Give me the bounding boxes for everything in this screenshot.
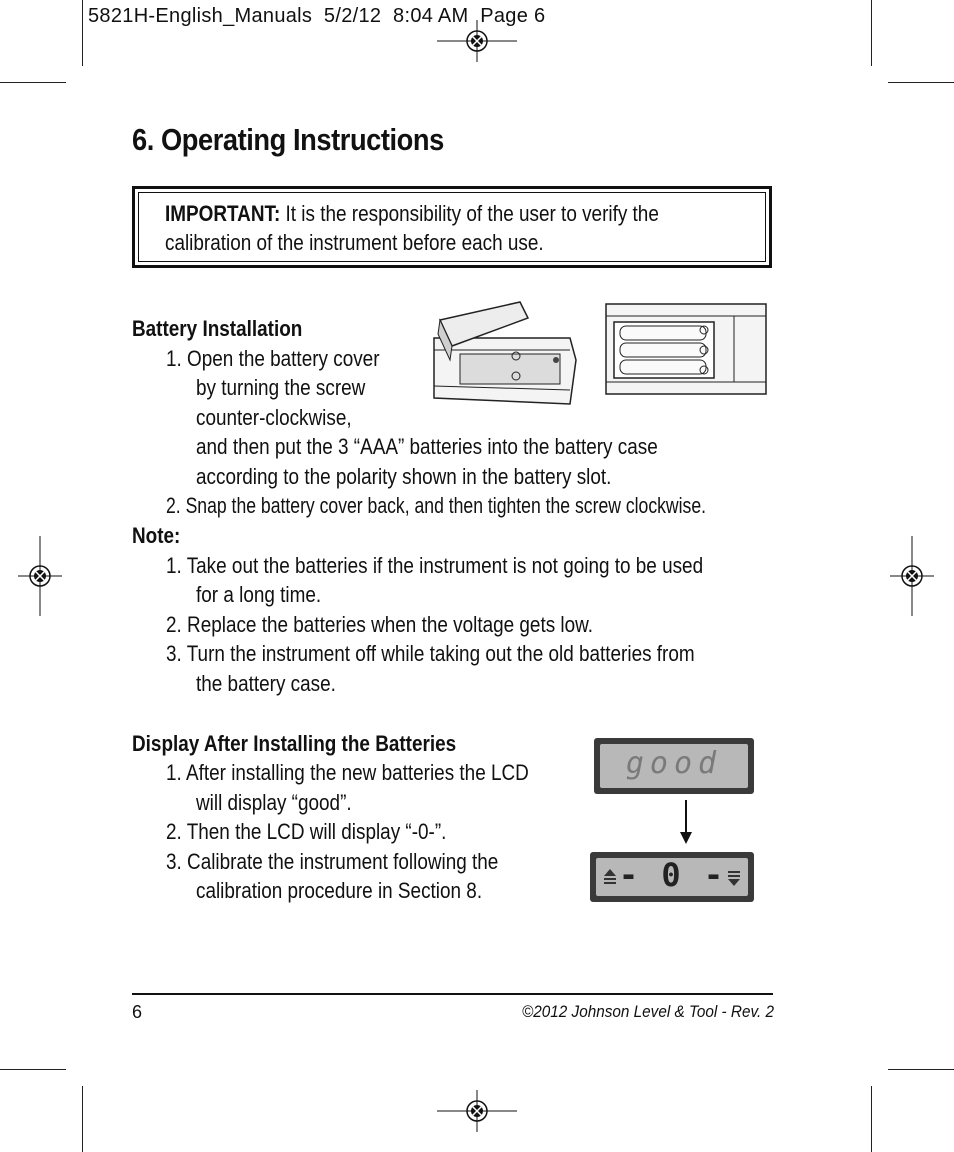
battery-step-1-line: according to the polarity shown in the battery slot. xyxy=(196,464,612,489)
important-notice-box xyxy=(132,186,772,268)
registration-mark-icon xyxy=(890,536,934,616)
battery-step-1-line: counter-clockwise, xyxy=(196,405,352,430)
lcd-good-display xyxy=(594,738,754,794)
level-down-indicator-icon xyxy=(726,870,742,888)
battery-step-1-line: 1. Open the battery cover xyxy=(166,346,380,371)
display-step-1-line: 1. After installing the new batteries the LCD xyxy=(166,760,529,785)
battery-step-2: 2. Snap the battery cover back, and then tighten the screw clockwise. xyxy=(166,493,707,518)
print-slug: 5821H-English_Manuals 5/2/12 8:04 AM Page 6 xyxy=(88,5,546,27)
display-section-heading: Display After Installing the Batteries xyxy=(132,731,457,756)
note-heading: Note: xyxy=(132,523,181,548)
lcd-zero-text: - 0 - xyxy=(618,856,726,894)
footer-rule xyxy=(132,993,773,995)
footer-copyright: ©2012 Johnson Level & Tool - Rev. 2 xyxy=(522,1002,774,1021)
important-text-line2: calibration of the instrument before each use. xyxy=(165,230,544,255)
registration-mark-icon xyxy=(437,20,517,62)
registration-mark-icon xyxy=(437,1090,517,1132)
note-item-1-line: 1. Take out the batteries if the instrument is not going to be used xyxy=(166,553,704,578)
arrow-down-icon xyxy=(678,800,694,846)
battery-installation-heading: Battery Installation xyxy=(132,316,303,341)
note-item-3-line: 3. Turn the instrument off while taking out the old batteries from xyxy=(166,641,695,666)
note-item-3-line: the battery case. xyxy=(196,671,336,696)
lcd-zero-display xyxy=(590,852,754,902)
battery-step-1-line: by turning the screw xyxy=(196,375,366,400)
battery-cover-illustration xyxy=(430,298,580,410)
display-step-2: 2. Then the LCD will display “-0-”. xyxy=(166,819,447,844)
display-step-3-line: calibration procedure in Section 8. xyxy=(196,878,483,903)
page-number: 6 xyxy=(132,1002,143,1022)
lcd-good-text: good xyxy=(625,746,723,781)
registration-mark-icon xyxy=(18,536,62,616)
battery-compartment-illustration xyxy=(604,302,768,396)
note-item-2: 2. Replace the batteries when the voltage gets low. xyxy=(166,612,594,637)
battery-step-1-line: and then put the 3 “AAA” batteries into the battery case xyxy=(196,434,658,459)
important-text-line1: It is the responsibility of the user to verify the xyxy=(285,201,659,226)
page-title: 6. Operating Instructions xyxy=(132,122,444,157)
display-step-1-line: will display “good”. xyxy=(196,790,352,815)
note-item-1-line: for a long time. xyxy=(196,582,322,607)
display-step-3-line: 3. Calibrate the instrument following the xyxy=(166,849,499,874)
important-label: IMPORTANT: xyxy=(165,201,281,226)
